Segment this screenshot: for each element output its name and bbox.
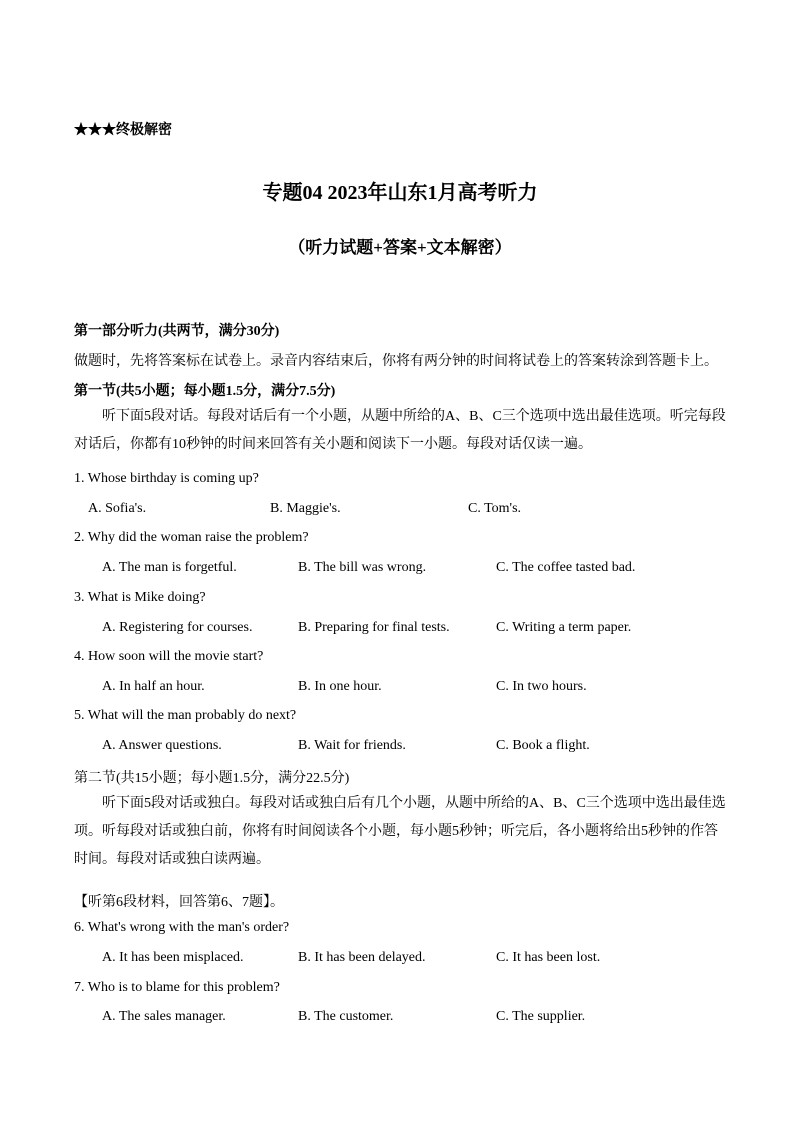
question-7-option-a: A. The sales manager. bbox=[102, 1009, 226, 1024]
question-7-option-c: C. The supplier. bbox=[496, 1009, 586, 1024]
section2-instruction: 听下面5段对话或独白。每段对话或独白后有几个小题，从题中所给的A、B、C三个选项中选出最佳选项。听每段对话或独白前，你将有时间阅读各个小题，每小题5秒钟；听完后，各小题将给出5秒钟的作答时间。每段对话或独白读两遍。 bbox=[74, 796, 726, 867]
question-4: 4. How soon will the movie start? bbox=[74, 649, 264, 664]
question-5-option-a: A. Answer questions. bbox=[102, 738, 222, 753]
question-3-option-c: C. Writing a term paper. bbox=[496, 620, 632, 635]
section1-heading: 第一节(共5小题；每小题1.5分，满分7.5分) bbox=[74, 384, 336, 399]
question-5-option-b: B. Wait for friends. bbox=[298, 738, 406, 753]
section2-heading: 第二节(共15小题；每小题1.5分，满分22.5分) bbox=[74, 771, 350, 786]
question-1-option-a: A. Sofia's. bbox=[88, 501, 147, 516]
rating-tag: ★★★终极解密 bbox=[74, 123, 172, 138]
material-note: 【听第6段材料，回答第6、7题】。 bbox=[74, 895, 284, 910]
part1-heading: 第一部分听力(共两节，满分30分) bbox=[74, 324, 280, 339]
question-4-option-a: A. In half an hour. bbox=[102, 679, 205, 694]
section1-instruction: 听下面5段对话。每段对话后有一个小题，从题中所给的A、B、C三个选项中选出最佳选项。听完每段对话后，你都有10秒钟的时间来回答有关小题和阅读下一小题。每段对话仅读一遍。 bbox=[74, 409, 726, 452]
question-4-option-b: B. In one hour. bbox=[298, 679, 382, 694]
question-1-option-c: C. Tom's. bbox=[468, 501, 522, 516]
question-6-option-a: A. It has been misplaced. bbox=[102, 950, 244, 965]
question-6-option-b: B. It has been delayed. bbox=[298, 950, 426, 965]
question-4-option-c: C. In two hours. bbox=[496, 679, 587, 694]
question-6-option-c: C. It has been lost. bbox=[496, 950, 601, 965]
question-3-option-b: B. Preparing for final tests. bbox=[298, 620, 450, 635]
question-2-option-b: B. The bill was wrong. bbox=[298, 560, 427, 575]
question-6: 6. What's wrong with the man's order? bbox=[74, 920, 290, 935]
question-3-option-a: A. Registering for courses. bbox=[102, 620, 253, 635]
question-7: 7. Who is to blame for this problem? bbox=[74, 980, 280, 995]
question-7-option-b: B. The customer. bbox=[298, 1009, 394, 1024]
question-2: 2. Why did the woman raise the problem? bbox=[74, 530, 309, 545]
question-5: 5. What will the man probably do next? bbox=[74, 708, 297, 723]
question-1: 1. Whose birthday is coming up? bbox=[74, 471, 259, 486]
question-1-option-b: B. Maggie's. bbox=[270, 501, 341, 516]
question-3: 3. What is Mike doing? bbox=[74, 590, 206, 605]
question-2-option-a: A. The man is forgetful. bbox=[102, 560, 237, 575]
question-5-option-c: C. Book a flight. bbox=[496, 738, 590, 753]
part1-instruction: 做题时，先将答案标在试卷上。录音内容结束后，你将有两分钟的时间将试卷上的答案转涂到答题卡上。 bbox=[74, 354, 718, 369]
page-subtitle: （听力试题+答案+文本解密） bbox=[288, 238, 512, 257]
question-2-option-c: C. The coffee tasted bad. bbox=[496, 560, 636, 575]
page-title: 专题04 2023年山东1月高考听力 bbox=[262, 182, 538, 204]
